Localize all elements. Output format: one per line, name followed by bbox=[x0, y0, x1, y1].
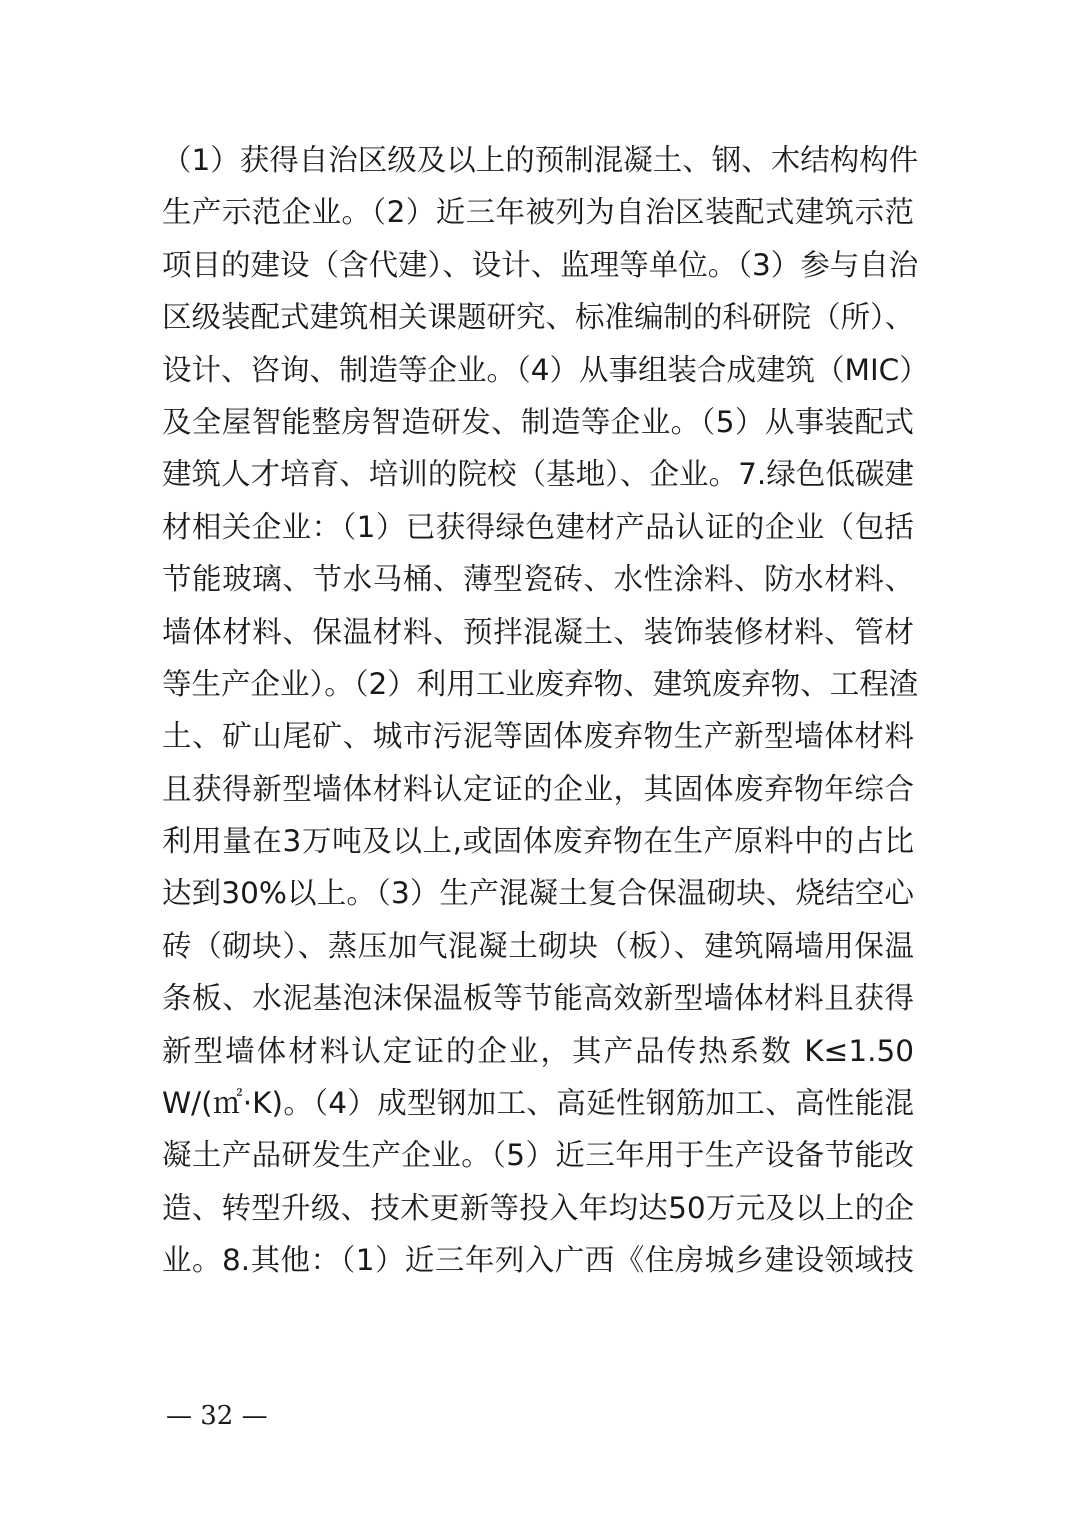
text-line: 墙体材料、保温材料、预拌混凝土、装饰装修材料、管材 bbox=[162, 614, 914, 649]
text-line: 土、矿山尾矿、城市污泥等固体废弃物生产新型墙体材料 bbox=[162, 719, 914, 754]
text-line: 区级装配式建筑相关课题研究、标准编制的科研院（所）、 bbox=[162, 300, 915, 335]
text-line: 生产示范企业。（2）近三年被列为自治区装配式建筑示范 bbox=[162, 195, 914, 230]
text-line: W/(㎡·K)。（4）成型钢加工、高延性钢筋加工、高性能混 bbox=[162, 1086, 914, 1121]
text-line: 且获得新型墙体材料认定证的企业，其固体废弃物年综合 bbox=[162, 771, 914, 806]
text-line: 及全屋智能整房智造研发、制造等企业。（5）从事装配式 bbox=[162, 404, 914, 439]
text-line: 等生产企业）。（2）利用工业废弃物、建筑废弃物、工程渣 bbox=[162, 666, 919, 701]
text-line: 造、转型升级、技术更新等投入年均达50万元及以上的企 bbox=[162, 1190, 914, 1225]
text-line: 新型墙体材料认定证的企业，其产品传热系数 K≤1.50 bbox=[162, 1033, 914, 1068]
body-text bbox=[162, 134, 929, 1287]
text-line: 项目的建设（含代建）、设计、监理等单位。（3）参与自治 bbox=[162, 247, 919, 282]
text-line: （1）获得自治区级及以上的预制混凝土、钢、木结构构件 bbox=[162, 143, 919, 177]
text-line: 凝土产品研发生产企业。（5）近三年用于生产设备节能改 bbox=[162, 1138, 914, 1173]
text-line: 材相关企业：（1）已获得绿色建材产品认证的企业（包括 bbox=[162, 509, 914, 544]
text-line: 利用量在3万吨及以上,或固体废弃物在生产原料中的占比 bbox=[162, 824, 914, 859]
page-number: — 32 — bbox=[166, 1401, 268, 1431]
text-line: 设计、咨询、制造等企业。（4）从事组装合成建筑（MIC） bbox=[162, 352, 929, 387]
text-line: 条板、水泥基泡沫保温板等节能高效新型墙体材料且获得 bbox=[162, 981, 914, 1016]
text-line: 砖（砌块）、蒸压加气混凝土砌块（板）、建筑隔墙用保温 bbox=[162, 928, 914, 963]
text-line: 节能玻璃、节水马桶、薄型瓷砖、水性涂料、防水材料、 bbox=[162, 562, 914, 597]
text-line: 达到30%以上。（3）生产混凝土复合保温砌块、烧结空心 bbox=[162, 876, 914, 911]
text-line: 建筑人才培育、培训的院校（基地）、企业。7.绿色低碳建 bbox=[162, 457, 914, 492]
text-line: 业。8.其他：（1）近三年列入广西《住房城乡建设领域技 bbox=[162, 1243, 914, 1278]
